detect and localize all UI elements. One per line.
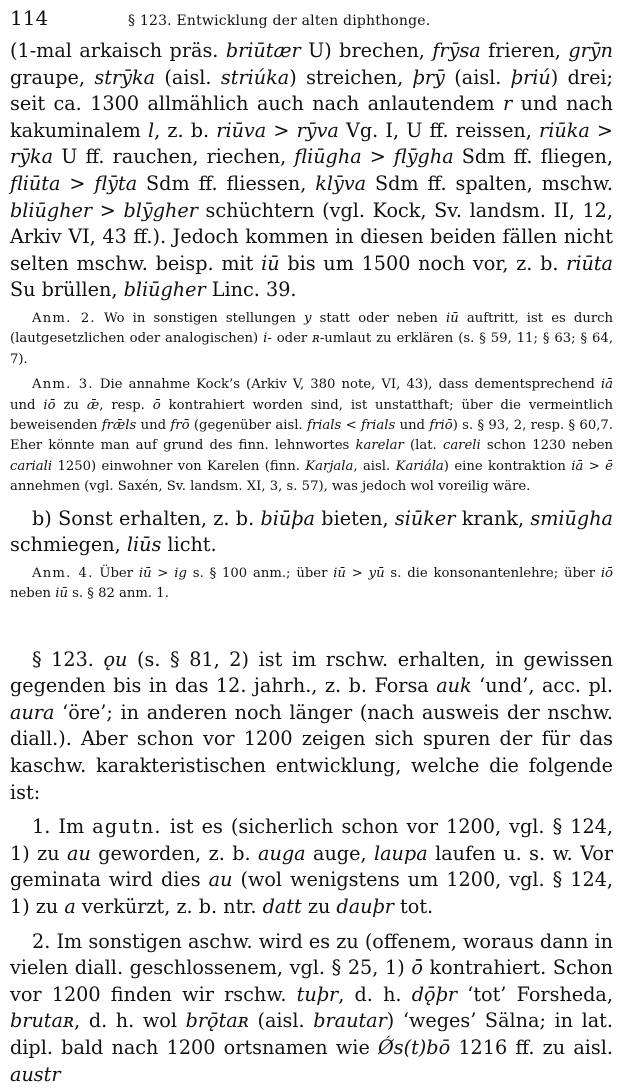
running-header <box>10 6 613 38</box>
running-title: § 123. Entwicklung der alten diphthonge. <box>128 13 431 29</box>
section-123-item-2: 2. Im sonstigen aschw. wird es zu (offenem, woraus dann in vielen diall. geschlossenem, vgl. § 25, 1) ō̄ kontrahiert. Schon vor 1200 finden wir rschw. tuþr, d. h. dǭþr ‘tot’ Forsheda, brutaʀ, d. h. wol brǭtaʀ (aisl. brautar) ‘weges’ Sälna; in lat. dipl. bald nach 1200 ortsnamen wie Ǿs(t)bō 1216 ff. zu aisl. austr <box>10 929 613 1086</box>
section-123-item-1: 1. Im agutn. ist es (sicherlich schon vor 1200, vgl. § 124, 1) zu au geworden, z. b. auga auge, laupa laufen u. s. w. Vor geminata wird dies au (wol wenigstens um 1200, vgl. § 124, 1) zu a verkürzt, z. b. ntr. datt zu dauþr tot. <box>10 815 614 918</box>
footnote-anm-3: Anm. 3. Die annahme Kock’s (Arkiv V, 380 note, VI, 43), dass dementsprechend iā und iō zu ǣ, resp. ō̄ kontrahiert worden sind, ist unstatthaft; über die vermeintlich beweisenden frǣls und frō̄ (gegenüber aisl. frials < frials und friō) s. § 93, 2, resp. § 60,7. Eher könnte man auf grund des finn. lehnwortes karelar (lat. careli schon 1230 neben cariali 1250) einwohner von Karelen (finn. Karjala, aisl. Kariála) eine kontraktion iā > ē annehmen (vgl. Saxén, Sv. landsm. XI, 3, s. 57), was jedoch wol voreilig wäre. <box>10 377 614 495</box>
section-123-intro: § 123. ǫu (s. § 81, 2) ist im rschw. erhalten, in gewissen gegenden bis in das 12. jahrh., z. b. Forsa auk ‘und’, acc. pl. aura ‘öre’; in anderen noch länger (nach ausweis der nschw. diall.). Aber schon vor 1200 zeigen sich spuren der für das kaschw. karakteristischen entwicklung, welche die folgende ist: <box>10 647 614 804</box>
paragraph-b: b) Sonst erhalten, z. b. biūþa bieten, siūker krank, smiūgha schmiegen, liūs licht. <box>10 506 613 557</box>
footnote-anm-2: Anm. 2. Wo in sonstigen stellungen y statt oder neben iū auftritt, ist es durch (lautgesetzlichen oder analogischen) i- oder ʀ-umlaut zu erklären (s. § 59, 11; § 63; § 64, 7). <box>10 310 614 367</box>
page-number: 114 <box>10 6 49 30</box>
paragraph-continuation: (1-mal arkaisch präs. briūtær U) brechen, frȳsa frieren, grȳn graupe, strȳka (aisl. striúka) streichen, þrȳ (aisl. þriú) drei; seit ca. 1300 allmählich auch nach anlautendem r und nach kakuminalem l, z. b. riūva > rȳva Vg. I, U ff. reissen, riūka > rȳka U ff. rauchen, riechen, fliūgha > flȳgha Sdm ff. fliegen, fliūta > flȳta Sdm ff. fliessen, klȳva Sdm ff. spalten, mschw. bliūgher > blȳgher schüchtern (vgl. Kock, Sv. landsm. II, 12, Arkiv VI, 43 ff.). Jedoch kommen in diesen beiden fällen nicht selten mschw. beisp. mit iū bis um 1500 noch vor, z. b. riūta Su brüllen, bliūgher Linc. 39. <box>10 39 614 302</box>
footnote-anm-4: Anm. 4. Über iū > ig s. § 100 anm.; über iū > yū s. die konsonantenlehre; über iō neben iū s. § 82 anm. 1. <box>10 565 614 602</box>
